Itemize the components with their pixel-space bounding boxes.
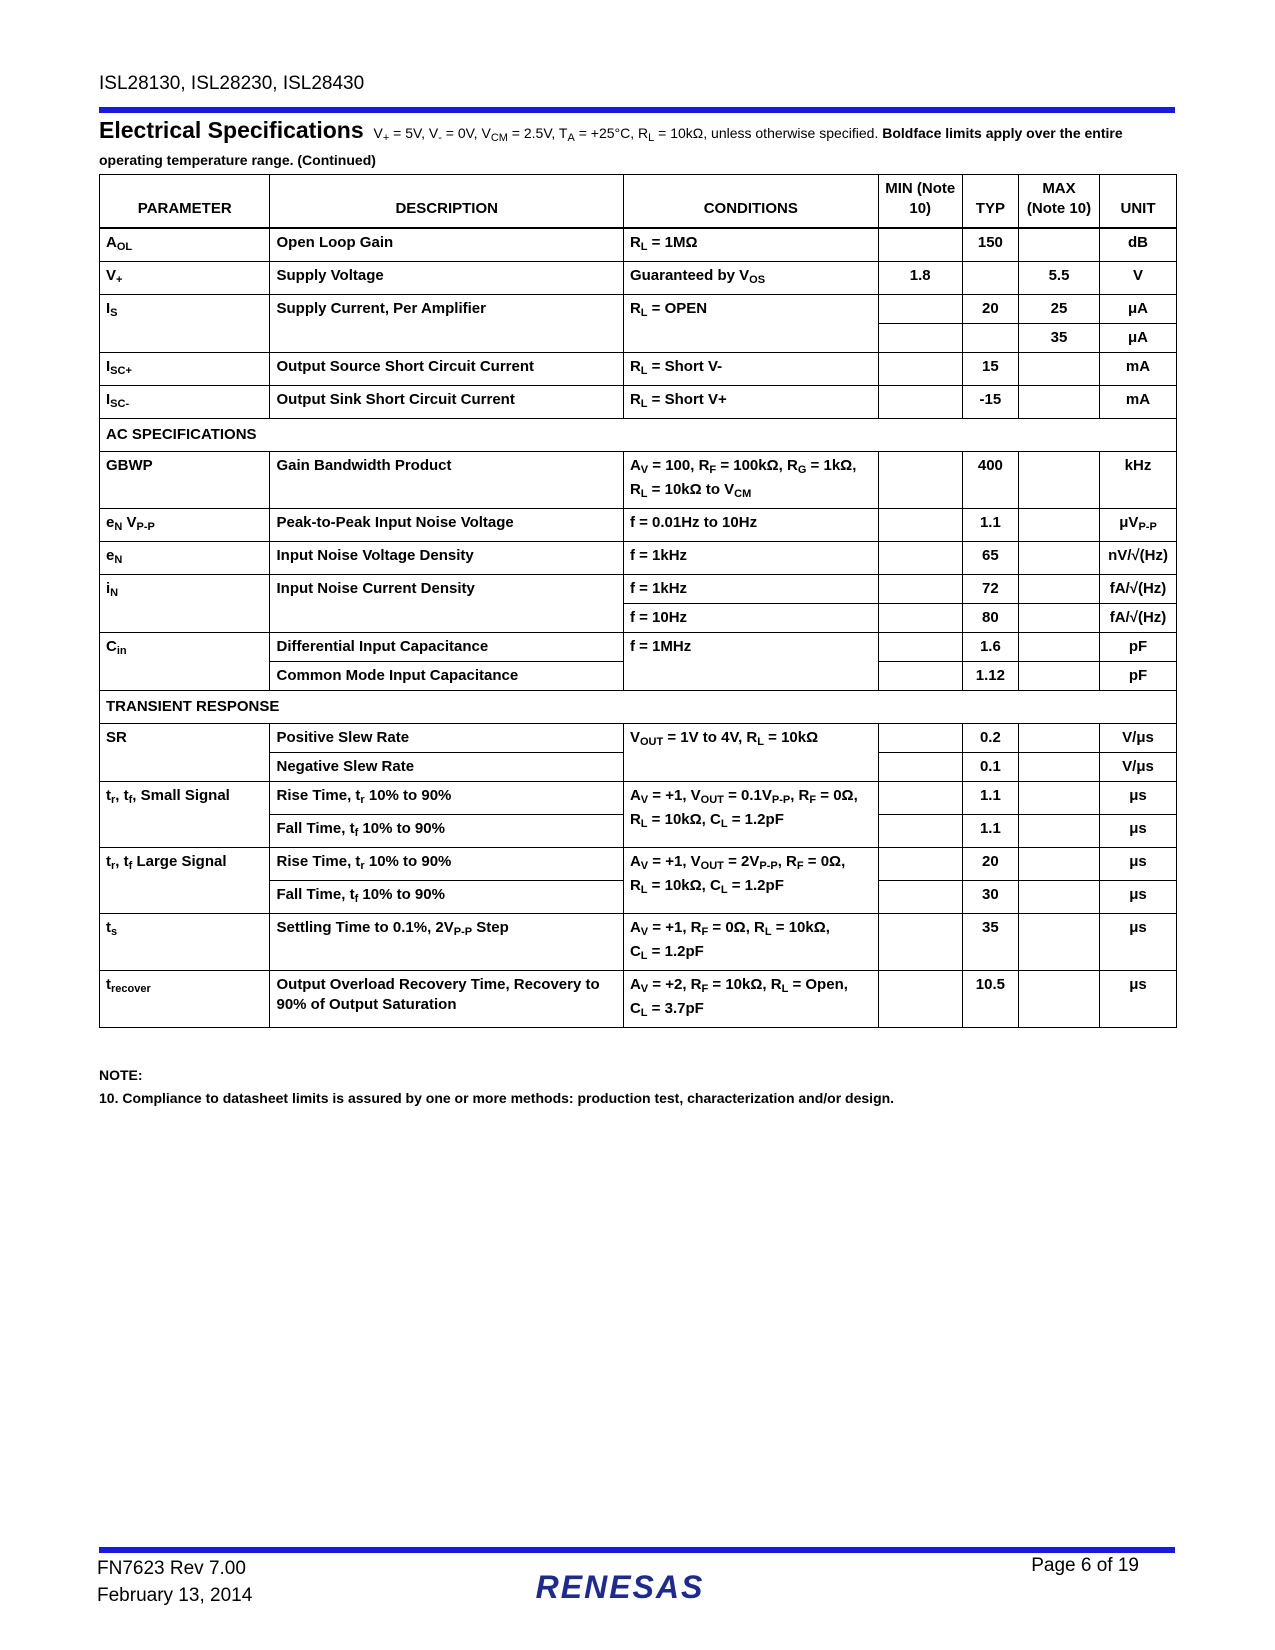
table-row <box>100 452 1177 509</box>
cell-unit: V/μs <box>1100 753 1177 782</box>
footer-doc-id: FN7623 Rev 7.00 <box>97 1558 246 1579</box>
cell-min <box>878 295 962 324</box>
cell-description: Supply Current, Per Amplifier <box>270 295 623 353</box>
cell-max <box>1018 914 1099 971</box>
cell-typ: 65 <box>962 542 1018 575</box>
cell-conditions: $A_V = +1$, $V_{OUT} = 2V_{P-P}$, $R_F = 0\Omega$, $R_L = 10k\Omega$, $C_L = 1.2pF$ <box>623 848 878 914</box>
section-row <box>100 419 1177 452</box>
cell-unit: fA/√(Hz) <box>1100 604 1177 633</box>
spec-table <box>99 174 1177 1028</box>
cell-conditions: Guaranteed by $V_{OS}$ <box>623 262 878 295</box>
table-row <box>100 575 1177 604</box>
cell-min <box>878 753 962 782</box>
section-row <box>100 691 1177 724</box>
cell-parameter: GBWP <box>100 452 270 509</box>
renesas-logo <box>515 1568 725 1608</box>
cell-min <box>878 604 962 633</box>
cell-min <box>878 228 962 262</box>
cell-min: 1.8 <box>878 262 962 295</box>
cell-max <box>1018 386 1099 419</box>
cell-max <box>1018 815 1099 848</box>
cell-description: Output Source Short Circuit Current <box>270 353 623 386</box>
table-row <box>100 848 1177 881</box>
header-min: MIN (Note 10) <box>878 175 962 229</box>
cell-typ: 72 <box>962 575 1018 604</box>
cell-min <box>878 971 962 1028</box>
cell-conditions: $R_L$ = Short V+ <box>623 386 878 419</box>
cell-unit: $\mu V_{P-P}$ <box>1100 509 1177 542</box>
footer-date: February 13, 2014 <box>97 1585 253 1606</box>
cell-conditions: $R_L = 1M\Omega$ <box>623 228 878 262</box>
cell-unit: μs <box>1100 881 1177 914</box>
cell-unit: μA <box>1100 324 1177 353</box>
cell-description: Common Mode Input Capacitance <box>270 662 623 691</box>
cell-typ <box>962 262 1018 295</box>
cell-conditions: f = 1kHz <box>623 542 878 575</box>
renesas-logo-text: RENESAS <box>535 1569 705 1605</box>
cell-max <box>1018 509 1099 542</box>
cell-parameter: $e_N$ <box>100 542 270 575</box>
cell-unit: pF <box>1100 633 1177 662</box>
cell-typ: 20 <box>962 295 1018 324</box>
cell-max <box>1018 604 1099 633</box>
header-conditions: CONDITIONS <box>623 175 878 229</box>
header-typ: TYP <box>962 175 1018 229</box>
cell-description: Positive Slew Rate <box>270 724 623 753</box>
spec-heading <box>99 119 1177 171</box>
cell-typ: 1.1 <box>962 815 1018 848</box>
cell-description: Gain Bandwidth Product <box>270 452 623 509</box>
spec-heading-conditions: $V_+ = 5V$, $V_- = 0V$, $V_{CM} = 2.5V$, $T_A = +25^\circ C$, $R_L = 10k\Omega$, unless otherwise specified. <box>373 125 879 144</box>
cell-parameter: $I_{SC-}$ <box>100 386 270 419</box>
footer-left <box>97 1555 252 1609</box>
cell-conditions: $A_V = 100$, $R_F = 100k\Omega$, $R_G = 1k\Omega$, $R_L = 10k\Omega$ to $V_{CM}$ <box>623 452 878 509</box>
cell-description: Input Noise Current Density <box>270 575 623 633</box>
cell-conditions: f = 1kHz <box>623 575 878 604</box>
cell-description: Supply Voltage <box>270 262 623 295</box>
table-row <box>100 228 1177 262</box>
cell-max <box>1018 575 1099 604</box>
header-rule <box>99 107 1175 113</box>
cell-min <box>878 782 962 815</box>
cell-typ: 20 <box>962 848 1018 881</box>
cell-max <box>1018 542 1099 575</box>
cell-conditions: f = 1MHz <box>623 633 878 691</box>
cell-max: 25 <box>1018 295 1099 324</box>
note-text: 10. Compliance to datasheet limits is assured by one or more methods: production test, characterization and/or design. <box>99 1090 895 1106</box>
cell-description: Peak-to-Peak Input Noise Voltage <box>270 509 623 542</box>
cell-unit: μs <box>1100 782 1177 815</box>
cell-description: Negative Slew Rate <box>270 753 623 782</box>
footer-page: Page 6 of 19 <box>1031 1555 1139 1576</box>
header-max: MAX (Note 10) <box>1018 175 1099 229</box>
cell-parameter: $i_N$ <box>100 575 270 633</box>
cell-unit: μs <box>1100 848 1177 881</box>
cell-max: 35 <box>1018 324 1099 353</box>
cell-description: Output Overload Recovery Time, Recovery to 90% of Output Saturation <box>270 971 623 1028</box>
cell-typ: -15 <box>962 386 1018 419</box>
cell-description: Fall Time, $t_f$ 10% to 90% <box>270 815 623 848</box>
cell-parameter: $C_{in}$ <box>100 633 270 691</box>
table-row <box>100 295 1177 324</box>
cell-parameter: $t_{recover}$ <box>100 971 270 1028</box>
cell-unit: kHz <box>1100 452 1177 509</box>
cell-max <box>1018 633 1099 662</box>
cell-max <box>1018 228 1099 262</box>
cell-typ: 10.5 <box>962 971 1018 1028</box>
cell-description: Open Loop Gain <box>270 228 623 262</box>
header-parameter: PARAMETER <box>100 175 270 229</box>
cell-typ: 1.1 <box>962 782 1018 815</box>
cell-unit: dB <box>1100 228 1177 262</box>
cell-min <box>878 509 962 542</box>
spec-heading-title: Electrical Specifications <box>99 117 364 143</box>
cell-max <box>1018 881 1099 914</box>
table-body <box>100 228 1177 1028</box>
cell-unit: μs <box>1100 914 1177 971</box>
cell-unit: fA/√(Hz) <box>1100 575 1177 604</box>
cell-unit: mA <box>1100 386 1177 419</box>
cell-conditions: $A_V = +1$, $R_F = 0\Omega$, $R_L = 10k\Omega$, $C_L = 1.2pF$ <box>623 914 878 971</box>
spec-heading-note: Boldface limits apply over the entire operating temperature range. (Continued) <box>99 125 1123 168</box>
cell-max: 5.5 <box>1018 262 1099 295</box>
cell-min <box>878 815 962 848</box>
cell-parameter: $I_S$ <box>100 295 270 353</box>
cell-max <box>1018 353 1099 386</box>
cell-max <box>1018 662 1099 691</box>
cell-typ: 0.1 <box>962 753 1018 782</box>
cell-min <box>878 542 962 575</box>
cell-min <box>878 324 962 353</box>
cell-conditions: $V_{OUT} = 1V$ to 4V, $R_L = 10k\Omega$ <box>623 724 878 782</box>
cell-min <box>878 452 962 509</box>
cell-min <box>878 575 962 604</box>
table-row <box>100 509 1177 542</box>
cell-unit: μs <box>1100 815 1177 848</box>
cell-typ: 0.2 <box>962 724 1018 753</box>
cell-conditions: $A_V = +1$, $V_{OUT} = 0.1V_{P-P}$, $R_F = 0\Omega$, $R_L = 10k\Omega$, $C_L = 1.2pF$ <box>623 782 878 848</box>
cell-conditions: f = 10Hz <box>623 604 878 633</box>
cell-max <box>1018 452 1099 509</box>
cell-min <box>878 848 962 881</box>
table-row <box>100 262 1177 295</box>
table-row <box>100 633 1177 662</box>
cell-typ: 150 <box>962 228 1018 262</box>
cell-parameter: $I_{SC+}$ <box>100 353 270 386</box>
cell-conditions: $R_L$ = OPEN <box>623 295 878 353</box>
cell-unit: pF <box>1100 662 1177 691</box>
cell-typ: 80 <box>962 604 1018 633</box>
cell-typ: 1.6 <box>962 633 1018 662</box>
cell-max <box>1018 971 1099 1028</box>
cell-max <box>1018 724 1099 753</box>
section-title: TRANSIENT RESPONSE <box>100 691 1177 724</box>
cell-conditions: f = 0.01Hz to 10Hz <box>623 509 878 542</box>
table-row <box>100 782 1177 815</box>
cell-typ: 35 <box>962 914 1018 971</box>
cell-typ: 15 <box>962 353 1018 386</box>
table-row <box>100 724 1177 753</box>
cell-max <box>1018 753 1099 782</box>
cell-conditions: $A_V = +2$, $R_F = 10k\Omega$, $R_L$ = Open, $C_L = 3.7pF$ <box>623 971 878 1028</box>
cell-min <box>878 724 962 753</box>
cell-typ: 30 <box>962 881 1018 914</box>
cell-unit: V <box>1100 262 1177 295</box>
cell-parameter: $t_r$, $t_f$ Large Signal <box>100 848 270 914</box>
cell-description: Differential Input Capacitance <box>270 633 623 662</box>
cell-parameter: $e_N$ $V_{P-P}$ <box>100 509 270 542</box>
table-row <box>100 542 1177 575</box>
cell-min <box>878 353 962 386</box>
table-row <box>100 386 1177 419</box>
header-description: DESCRIPTION <box>270 175 623 229</box>
cell-min <box>878 881 962 914</box>
cell-parameter: $V_+$ <box>100 262 270 295</box>
cell-description: Output Sink Short Circuit Current <box>270 386 623 419</box>
cell-typ: 1.1 <box>962 509 1018 542</box>
cell-typ <box>962 324 1018 353</box>
cell-min <box>878 662 962 691</box>
cell-parameter: SR <box>100 724 270 782</box>
cell-typ: 400 <box>962 452 1018 509</box>
cell-unit: mA <box>1100 353 1177 386</box>
cell-unit: μA <box>1100 295 1177 324</box>
cell-min <box>878 914 962 971</box>
header-unit: UNIT <box>1100 175 1177 229</box>
footer-rule <box>99 1547 1175 1553</box>
cell-unit: V/μs <box>1100 724 1177 753</box>
cell-description: Rise Time, $t_r$ 10% to 90% <box>270 848 623 881</box>
table-header-row <box>100 175 1177 229</box>
cell-parameter: $t_s$ <box>100 914 270 971</box>
cell-max <box>1018 782 1099 815</box>
cell-description: Settling Time to 0.1%, $2V_{P-P}$ Step <box>270 914 623 971</box>
table-row <box>100 353 1177 386</box>
cell-min <box>878 386 962 419</box>
table-row <box>100 914 1177 971</box>
cell-typ: 1.12 <box>962 662 1018 691</box>
cell-parameter: $t_r$, $t_f$, Small Signal <box>100 782 270 848</box>
cell-max <box>1018 848 1099 881</box>
document-header-title: ISL28130, ISL28230, ISL28430 <box>99 73 365 94</box>
cell-description: Fall Time, $t_f$ 10% to 90% <box>270 881 623 914</box>
cell-min <box>878 633 962 662</box>
cell-conditions: $R_L$ = Short V- <box>623 353 878 386</box>
cell-description: Rise Time, $t_r$ 10% to 90% <box>270 782 623 815</box>
cell-unit: nV/√(Hz) <box>1100 542 1177 575</box>
note-label: NOTE: <box>99 1067 143 1083</box>
cell-unit: μs <box>1100 971 1177 1028</box>
section-title: AC SPECIFICATIONS <box>100 419 1177 452</box>
cell-parameter: $A_{OL}$ <box>100 228 270 262</box>
table-row <box>100 971 1177 1028</box>
cell-description: Input Noise Voltage Density <box>270 542 623 575</box>
